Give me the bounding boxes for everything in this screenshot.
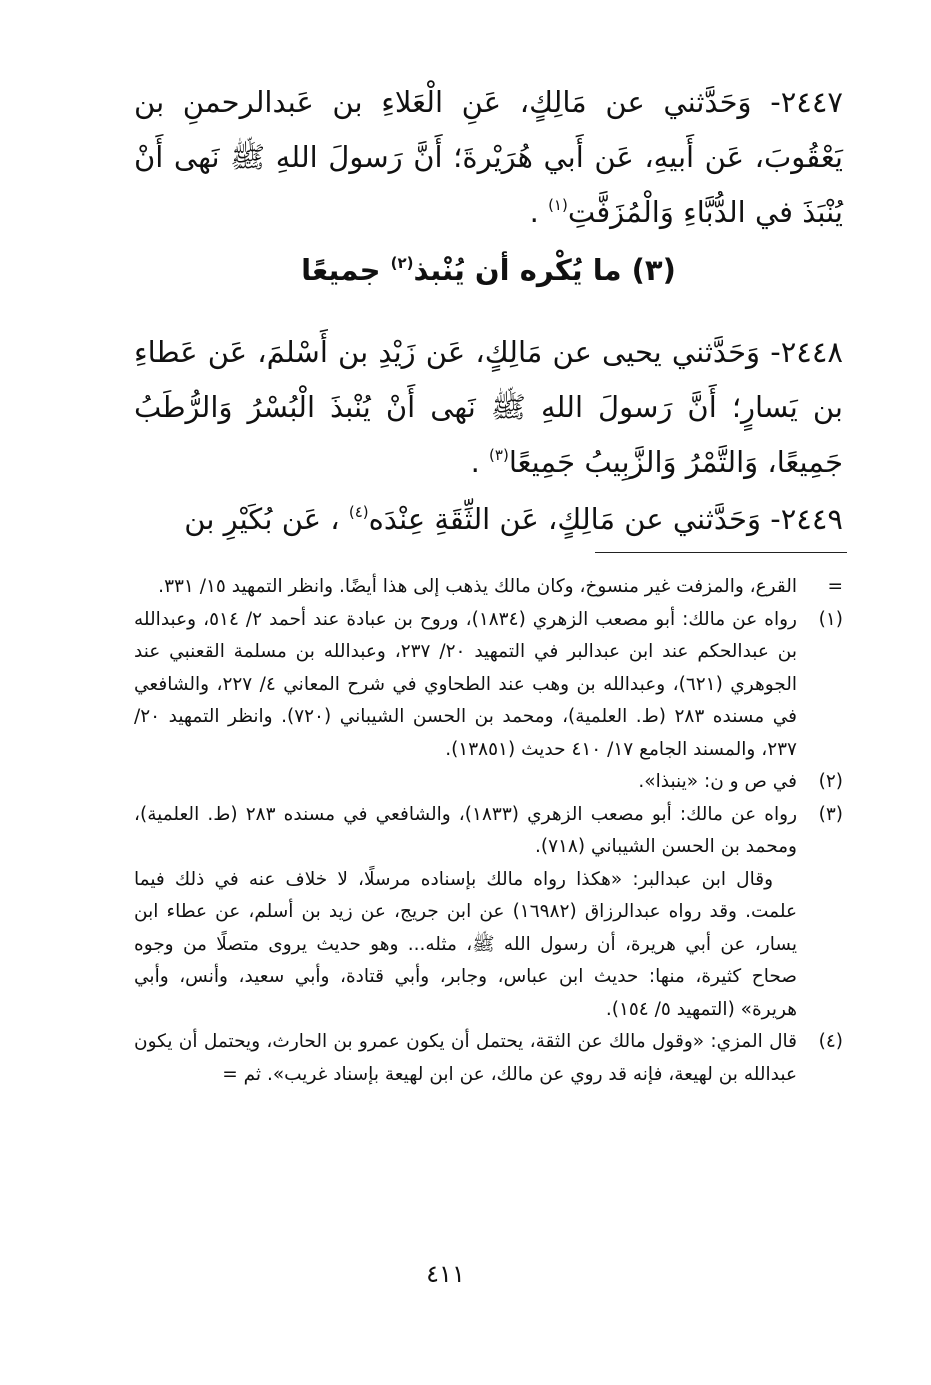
footnote-1 [134, 604, 843, 767]
footnote-2-marker: (٢) [818, 771, 843, 792]
hadith-2449-text: ٢٤٤٩- وَحَدَّثني عن مَالِكٍ، عَن الثِّقَةِ عِنْدَه [368, 502, 843, 536]
hadith-2447-text: ٢٤٤٧- وَحَدَّثني عن مَالِكٍ، عَنِ الْعَلاءِ بن عَبدالرحمنِ بن يَعْقُوبَ، عَن أَبيهِ، عَن أَبي هُرَيْرةَ؛ أَنَّ رَسولَ اللهِ ﷺ نَهى أَنْ يُنْبَذَ في الدُّبَّاءِ وَالْمُزَفَّتِ [134, 85, 843, 229]
footnote-2-text: في ص و ن: «ينبذا». [638, 771, 797, 792]
section-heading [134, 245, 843, 295]
footnote-ref-3[interactable]: (٣) [489, 446, 509, 464]
footnote-3-paragraph: وقال ابن عبدالبر: «هكذا رواه مالك بإسناده مرسلًا، لا خلاف عنه في ذلك فيما علمت. وقد رواه عبدالرزاق (١٦٩٨٢) عن ابن جريج، عن زيد بن أسلم، عن عطاء ابن يسار، عن أبي هريرة، أن رسول الله ﷺ، مثله... وهو حديث يروى متصلًا من وجوه صحاح كثيرة، منها: حديث ابن عباس، وجابر، وأبي قتادة، وأبي سعيد، وأنس، وأبي هريرة» (التمهيد ٥/ ١٥٤). [134, 868, 797, 1020]
hadith-2448-text: ٢٤٤٨- وَحَدَّثني يحيى عن مَالِكٍ، عَن زَيْدِ بن أَسْلمَ، عَن عَطاءِ بن يَسارٍ؛ أَنَّ رَسولَ اللهِ ﷺ نَهى أَنْ يُنْبذَ الْبُسْرُ وَالرُّطَبُ جَمِيعًا، وَالتَّمْرُ وَالزَّبِيبُ جَمِيعًا [134, 335, 843, 479]
footnote-3 [134, 799, 843, 864]
footnote-ref-2[interactable]: (٢) [390, 254, 414, 272]
footnotes-section [134, 571, 843, 1091]
hadith-2447-end: . [529, 195, 549, 229]
hadith-2449-text-end: ، عَن بُكَيْرِ بن [184, 502, 349, 536]
footnote-2 [134, 766, 843, 799]
footnote-1-marker: (١) [818, 608, 843, 630]
footnote-continued-text: القرع، والمزفت غير منسوخ، وكان مالك يذهب إلى هذا أيضًا. وانظر التمهيد ١٥/ ٣٣١. [158, 576, 797, 597]
hadith-2447 [134, 75, 843, 240]
page-number: ٤١١ [426, 1260, 465, 1288]
footnote-4 [134, 1026, 843, 1091]
footnote-1-text: رواه عن مالك: أبو مصعب الزهري (١٨٣٤)، وروح بن عبادة عند أحمد ٢/ ٥١٤، وعبدالله بن عبدالحكم عند ابن عبدالبر في التمهيد ٢٠/ ٢٣٧، وعبدالله بن مسلمة القعنبي عند الجوهري (٦٢١)، وعبدالله بن وهب عند الطحاوي في شرح المعاني ٤/ ٢٢٧، والشافعي في مسنده ٢٨٣ (ط. العلمية)، ومحمد بن الحسن الشيباني (٧٢٠). وانظر التمهيد ٢٠/ ٢٣٧، والمسند الجامع ١٧/ ٤١٠ حديث (١٣٨٥١). [134, 608, 797, 760]
footnote-divider [595, 552, 847, 553]
footnote-continued-marker: = [827, 576, 843, 597]
footnote-continued [134, 571, 843, 604]
hadith-2448 [134, 325, 843, 490]
footnote-4-marker: (٤) [818, 1031, 843, 1052]
section-heading-text-end: جميعًا [301, 253, 391, 287]
footnote-ref-1[interactable]: (١) [548, 196, 568, 214]
footnote-4-text: قال المزي: «وقول مالك عن الثقة، يحتمل أن يكون عمرو بن الحارث، ويحتمل أن يكون عبدالله بن لهيعة، فإنه قد روي عن مالك، عن ابن لهيعة بإسناد غريب». ثم = [134, 1031, 797, 1085]
footnote-ref-4[interactable]: (٤) [348, 503, 369, 521]
hadith-2448-end: . [470, 445, 490, 479]
hadith-2449 [134, 492, 843, 547]
section-heading-text: (٣) ما يُكْره أن يُنْبذ [413, 253, 676, 287]
footnote-3-text: رواه عن مالك: أبو مصعب الزهري (١٨٣٣)، والشافعي في مسنده ٢٨٣ (ط. العلمية)، ومحمد بن الحسن الشيباني (٧١٨). [134, 803, 797, 857]
footnote-3-marker: (٣) [818, 803, 843, 825]
